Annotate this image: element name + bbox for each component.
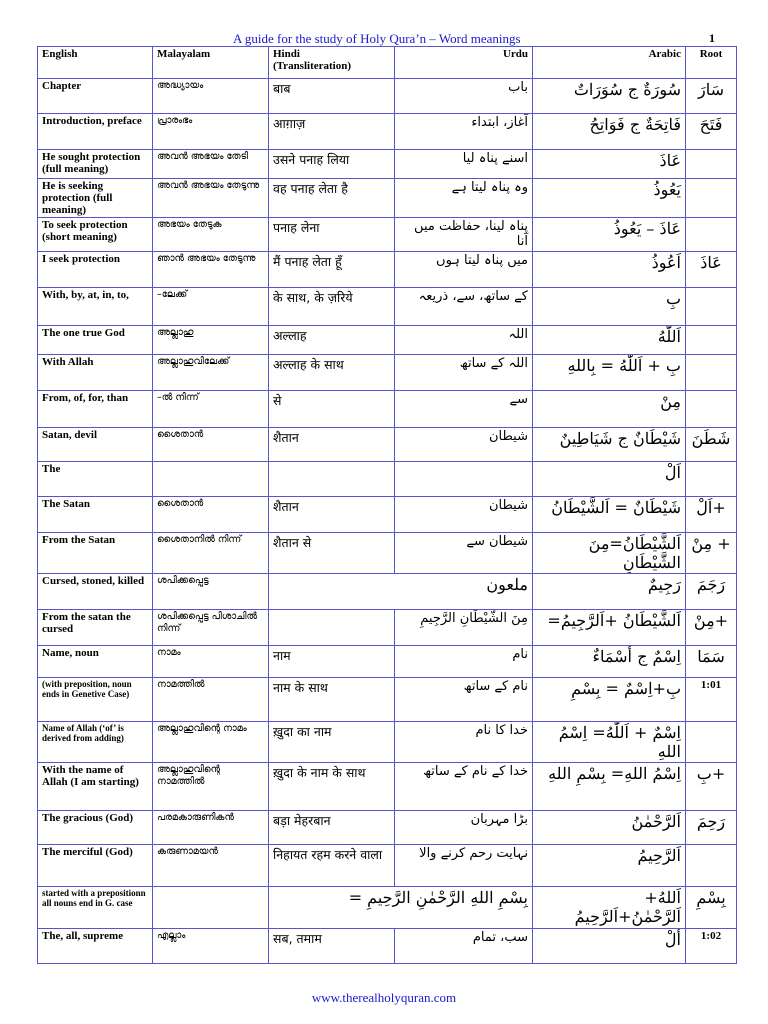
- table-row: [38, 355, 737, 391]
- table-row: [38, 811, 737, 845]
- hindi-cell: वह पनाह लेता है: [269, 179, 395, 218]
- arabic-cell: يَعُوذُ: [533, 179, 686, 218]
- table-row: [38, 218, 737, 252]
- table-row: [38, 722, 737, 763]
- malayalam-cell: അഭയം തേടുക: [153, 218, 269, 252]
- root-cell: رَجَمَ: [686, 574, 737, 610]
- english-cell: Satan, devil: [38, 428, 153, 462]
- malayalam-cell: അല്ലാഹുവിന്റെ നാമം: [153, 722, 269, 763]
- malayalam-cell: നാമം: [153, 646, 269, 678]
- column-header-arabic: Arabic: [533, 47, 686, 79]
- malayalam-cell: [153, 887, 269, 929]
- urdu-cell: اللہ کے ساتھ: [395, 355, 533, 391]
- urdu-cell: نہایت رحم کرنے والا: [395, 845, 533, 887]
- table-row: [38, 610, 737, 646]
- root-cell: اَلْ+: [686, 497, 737, 533]
- malayalam-cell: ശപിക്കപ്പെട്ട: [153, 574, 269, 610]
- urdu-cell: باب: [395, 79, 533, 114]
- root-cell: [686, 179, 737, 218]
- urdu-cell: اسنے پناہ لیا: [395, 150, 533, 179]
- page-number: 1: [709, 31, 715, 45]
- english-cell: To seek protection (short meaning): [38, 218, 153, 252]
- word-meanings-table: [37, 46, 737, 964]
- english-cell: Cursed, stoned, killed: [38, 574, 153, 610]
- table-row: [38, 929, 737, 964]
- arabic-cell: اَللّٰهُ: [533, 326, 686, 355]
- table-row: [38, 391, 737, 428]
- table-row: [38, 497, 737, 533]
- root-cell: فَتَحَ: [686, 114, 737, 150]
- root-cell: [686, 150, 737, 179]
- arabic-cell: اَلشَّيْطَانُ=مِنَ الشَّيْطَانِ: [533, 533, 686, 574]
- column-header-root: Root: [686, 47, 737, 79]
- malayalam-cell: –ൽ നിന്ന്: [153, 391, 269, 428]
- arabic-cell: عَاذَ – يَعُوذُ: [533, 218, 686, 252]
- malayalam-cell: ഞാൻ അഭയം തേടുന്നു: [153, 252, 269, 288]
- table-row: [38, 533, 737, 574]
- root-cell: [686, 218, 737, 252]
- english-cell: He sought protection (full meaning): [38, 150, 153, 179]
- table-header-row: [38, 47, 737, 79]
- malayalam-cell: ശപിക്കപ്പെട്ട പിശാചിൽ നിന്ന്: [153, 610, 269, 646]
- hindi-cell: पनाह लेना: [269, 218, 395, 252]
- english-cell: From, of, for, than: [38, 391, 153, 428]
- document-title: A guide for the study of Holy Qura’n – Word meanings: [233, 31, 521, 46]
- root-cell: [686, 845, 737, 887]
- root-cell: بِ+: [686, 763, 737, 811]
- arabic-cell: اَللهُ+ اَلرَّحْمٰنُ+اَلرَّحِيمُ: [533, 887, 686, 929]
- hindi-cell: सब, तमाम: [269, 929, 395, 964]
- malayalam-cell: ശൈതാൻ: [153, 428, 269, 462]
- english-cell: Name, noun: [38, 646, 153, 678]
- arabic-cell: بِ: [533, 288, 686, 326]
- urdu-cell: وہ پناہ لیتا ہے: [395, 179, 533, 218]
- malayalam-cell: അദ്ധ്യായം: [153, 79, 269, 114]
- malayalam-cell: ശൈതാൻ: [153, 497, 269, 533]
- combined-phrase-cell: بِسْمِ اللهِ الرَّحْمٰنِ الرَّحِيمِ =: [269, 887, 533, 929]
- english-cell: He is seeking protection (full meaning): [38, 179, 153, 218]
- table-row: [38, 462, 737, 497]
- english-cell: From the satan the cursed: [38, 610, 153, 646]
- arabic-cell: اِسْمٌ + اَللّٰهُ= اِسْمُ اللهِ: [533, 722, 686, 763]
- hindi-cell: [269, 462, 395, 497]
- table-row: [38, 179, 737, 218]
- root-cell: [686, 288, 737, 326]
- hindi-cell: बाब: [269, 79, 395, 114]
- english-cell: The: [38, 462, 153, 497]
- footer-url[interactable]: www.therealholyquran.com: [311, 990, 457, 1005]
- hindi-cell: शैतान: [269, 497, 395, 533]
- urdu-cell: اللہ: [395, 326, 533, 355]
- root-cell: [686, 462, 737, 497]
- arabic-cell: بِ+اِسْمٌ = بِسْمِ: [533, 678, 686, 722]
- arabic-cell: بِ + اَللّٰهُ = بِاللهِ: [533, 355, 686, 391]
- hindi-cell: ख़ुदा के नाम के साथ: [269, 763, 395, 811]
- arabic-cell: اَلرَّحِيمُ: [533, 845, 686, 887]
- hindi-cell: नाम: [269, 646, 395, 678]
- english-cell: The Satan: [38, 497, 153, 533]
- urdu-cell: شیطان: [395, 497, 533, 533]
- hindi-cell: के साथ, के ज़रिये: [269, 288, 395, 326]
- urdu-cell: آغاز، ابتداء: [395, 114, 533, 150]
- arabic-cell: اِسْمٌ ج أَسْمَاءٌ: [533, 646, 686, 678]
- hindi-cell: शैतान से: [269, 533, 395, 574]
- hindi-cell: बड़ा मेहरबान: [269, 811, 395, 845]
- urdu-cell: نام کے ساتھ: [395, 678, 533, 722]
- arabic-cell: اِسْمُ اللهِ= بِسْمِ اللهِ: [533, 763, 686, 811]
- malayalam-cell: ശൈതാനിൽ നിന്ന്: [153, 533, 269, 574]
- urdu-cell: کے ساتھ، سے، ذریعہ: [395, 288, 533, 326]
- root-cell: [686, 326, 737, 355]
- malayalam-cell: പരമകാരുണികൻ: [153, 811, 269, 845]
- page-header: [0, 31, 768, 47]
- arabic-cell: اَلرَّحْمٰنُ: [533, 811, 686, 845]
- arabic-cell: اَلْ: [533, 462, 686, 497]
- english-cell: With the name of Allah (I am starting): [38, 763, 153, 811]
- combined-phrase-cell: ملعون: [269, 574, 533, 610]
- english-cell: The merciful (God): [38, 845, 153, 887]
- column-header-hindi-sub: (Transliteration): [273, 60, 352, 72]
- arabic-cell: فَاتِحَةٌ ج فَوَاتِحُ: [533, 114, 686, 150]
- english-cell: With Allah: [38, 355, 153, 391]
- urdu-cell: [395, 462, 533, 497]
- english-cell: (with preposition, noun ends in Genetive Case): [38, 678, 153, 722]
- table-row: [38, 574, 737, 610]
- arabic-cell: مِنْ: [533, 391, 686, 428]
- hindi-cell: शैतान: [269, 428, 395, 462]
- english-cell: The gracious (God): [38, 811, 153, 845]
- table-row: [38, 288, 737, 326]
- malayalam-cell: അവൻ അഭയം തേടുന്നു: [153, 179, 269, 218]
- root-cell: [686, 722, 737, 763]
- column-header-malayalam: Malayalam: [153, 47, 269, 79]
- table-row: [38, 150, 737, 179]
- table-row: [38, 252, 737, 288]
- table-row: [38, 763, 737, 811]
- table-row: [38, 79, 737, 114]
- english-cell: Chapter: [38, 79, 153, 114]
- hindi-cell: अल्लाह के साथ: [269, 355, 395, 391]
- hindi-cell: अल्लाह: [269, 326, 395, 355]
- arabic-cell: سُورَةٌ ج سُوَرَاتٌ: [533, 79, 686, 114]
- malayalam-cell: [153, 462, 269, 497]
- hindi-cell: मैं पनाह लेता हूँ: [269, 252, 395, 288]
- urdu-cell: میں پناہ لیتا ہوں: [395, 252, 533, 288]
- root-cell: مِنْ +: [686, 533, 737, 574]
- english-cell: The one true God: [38, 326, 153, 355]
- hindi-cell: आग़ाज़: [269, 114, 395, 150]
- urdu-cell: شیطان: [395, 428, 533, 462]
- urdu-cell: پناہ لینا، حفاظت میں آنا: [395, 218, 533, 252]
- malayalam-cell: അവൻ അഭയം തേടി: [153, 150, 269, 179]
- english-cell: From the Satan: [38, 533, 153, 574]
- root-cell: 1:02: [686, 929, 737, 964]
- root-cell: سَارَ: [686, 79, 737, 114]
- urdu-cell: سے: [395, 391, 533, 428]
- urdu-cell: نام: [395, 646, 533, 678]
- urdu-cell: خدا کے نام کے ساتھ: [395, 763, 533, 811]
- hindi-cell: उसने पनाह लिया: [269, 150, 395, 179]
- malayalam-cell: –ലേക്ക്: [153, 288, 269, 326]
- urdu-cell: مِنَ الشَّيْطَانِ الرَّجِيمِ: [395, 610, 533, 646]
- root-cell: بِسْمِ: [686, 887, 737, 929]
- table-row: [38, 845, 737, 887]
- arabic-cell: رَجِيمٌ: [533, 574, 686, 610]
- english-cell: Introduction, preface: [38, 114, 153, 150]
- column-header-hindi-label: Hindi: [273, 48, 300, 60]
- arabic-cell: عَاذَ: [533, 150, 686, 179]
- english-cell: I seek protection: [38, 252, 153, 288]
- malayalam-cell: പ്രാരംഭം: [153, 114, 269, 150]
- malayalam-cell: അല്ലാഹു: [153, 326, 269, 355]
- table-row: [38, 887, 737, 929]
- hindi-cell: [269, 610, 395, 646]
- malayalam-cell: അല്ലാഹുവിന്റെ നാമത്തിൽ: [153, 763, 269, 811]
- root-cell: 1:01: [686, 678, 737, 722]
- urdu-cell: سب، تمام: [395, 929, 533, 964]
- malayalam-cell: എല്ലാം: [153, 929, 269, 964]
- malayalam-cell: അല്ലാഹുവിലേക്ക്: [153, 355, 269, 391]
- arabic-cell: اَعُوذُ: [533, 252, 686, 288]
- column-header-english: English: [38, 47, 153, 79]
- english-cell: started with a prepositionn all nouns end in G. case: [38, 887, 153, 929]
- arabic-cell: شَيْطَانٌ = اَلشَّيْطَانُ: [533, 497, 686, 533]
- hindi-cell: ख़ुदा का नाम: [269, 722, 395, 763]
- english-cell: With, by, at, in, to,: [38, 288, 153, 326]
- table-row: [38, 678, 737, 722]
- hindi-cell: से: [269, 391, 395, 428]
- root-cell: [686, 391, 737, 428]
- arabic-cell: شَيْطَانٌ ج شَيَاطِينٌ: [533, 428, 686, 462]
- root-cell: مِنْ+: [686, 610, 737, 646]
- root-cell: سَمَا: [686, 646, 737, 678]
- table-row: [38, 326, 737, 355]
- root-cell: عَاذَ: [686, 252, 737, 288]
- column-header-hindi: [269, 47, 395, 79]
- malayalam-cell: കരുണാമയൻ: [153, 845, 269, 887]
- table-row: [38, 114, 737, 150]
- urdu-cell: شیطان سے: [395, 533, 533, 574]
- malayalam-cell: നാമത്തിൽ: [153, 678, 269, 722]
- column-header-urdu: Urdu: [395, 47, 533, 79]
- table-row: [38, 428, 737, 462]
- root-cell: شَطَنَ: [686, 428, 737, 462]
- root-cell: [686, 355, 737, 391]
- english-cell: Name of Allah (‘of’ is derived from adding): [38, 722, 153, 763]
- hindi-cell: नाम के साथ: [269, 678, 395, 722]
- table-row: [38, 646, 737, 678]
- arabic-cell: اَلشَّيْطَانُ +اَلرَّجِيمُ=: [533, 610, 686, 646]
- arabic-cell: أَلْ: [533, 929, 686, 964]
- hindi-cell: निहायत रहम करने वाला: [269, 845, 395, 887]
- english-cell: The, all, supreme: [38, 929, 153, 964]
- urdu-cell: بڑا مہربان: [395, 811, 533, 845]
- root-cell: رَحِمَ: [686, 811, 737, 845]
- urdu-cell: خدا کا نام: [395, 722, 533, 763]
